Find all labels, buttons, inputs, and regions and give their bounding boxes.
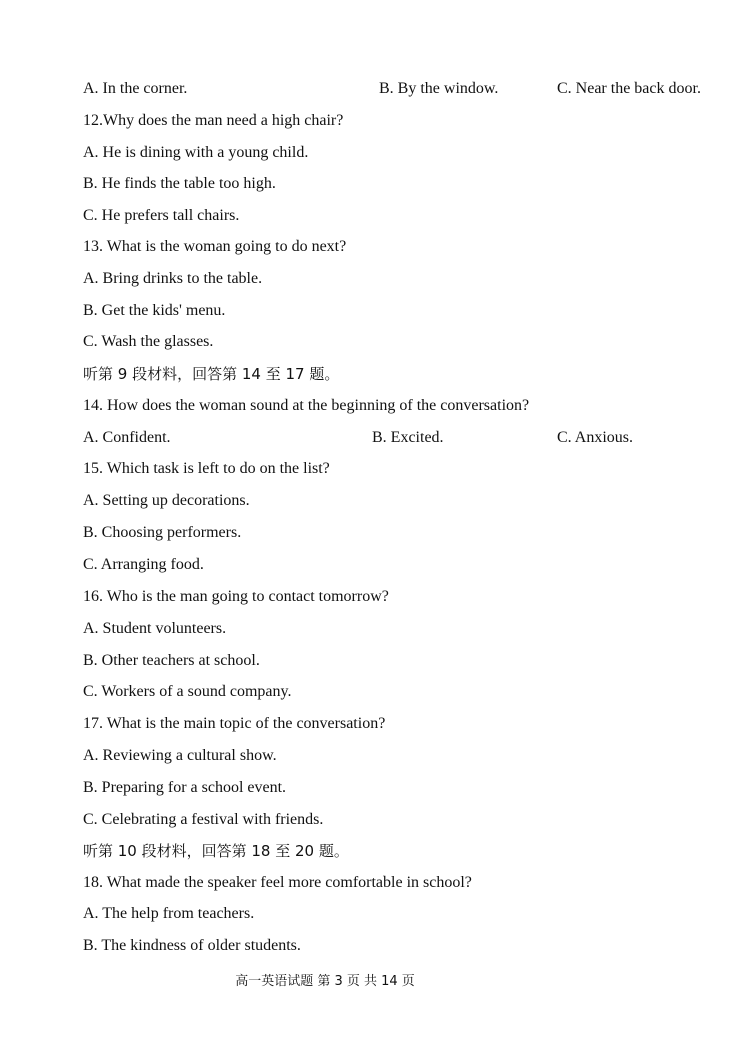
- q18-option-b: B. The kindness of older students.: [83, 937, 301, 954]
- q16-question: 16. Who is the man going to contact tomorrow?: [83, 588, 389, 605]
- q17-question: 17. What is the main topic of the conversation?: [83, 715, 386, 732]
- q16-option-c: C. Workers of a sound company.: [83, 683, 292, 700]
- q17-option-c: C. Celebrating a festival with friends.: [83, 811, 324, 828]
- q12-option-b: B. He finds the table too high.: [83, 175, 276, 192]
- q14-option-a: A. Confident.: [83, 429, 171, 446]
- section-10-instruction: 听第 10 段材料，回答第 18 至 20 题。: [83, 842, 349, 860]
- page-footer: 高一英语试题 第 3 页 共 14 页: [235, 974, 415, 989]
- q14-option-c: C. Anxious.: [557, 429, 634, 446]
- q12-question: 12.Why does the man need a high chair?: [83, 112, 344, 129]
- q13-question: 13. What is the woman going to do next?: [83, 238, 347, 255]
- section-9-instruction: 听第 9 段材料，回答第 14 至 17 题。: [83, 365, 340, 383]
- q13-option-b: B. Get the kids' menu.: [83, 302, 226, 319]
- q12-option-a: A. He is dining with a young child.: [83, 144, 309, 161]
- q14-option-b: B. Excited.: [372, 429, 444, 446]
- q18-option-a: A. The help from teachers.: [83, 905, 255, 922]
- q17-option-b: B. Preparing for a school event.: [83, 779, 287, 796]
- q18-question: 18. What made the speaker feel more comfortable in school?: [83, 874, 472, 891]
- q14-question: 14. How does the woman sound at the beginning of the conversation?: [83, 397, 530, 414]
- q15-question: 15. Which task is left to do on the list?: [83, 460, 330, 477]
- q14-options: [83, 428, 634, 448]
- q16-option-a: A. Student volunteers.: [83, 620, 227, 637]
- q11-option-b: B. By the window.: [379, 80, 499, 97]
- q11-option-a: A. In the corner.: [83, 80, 188, 97]
- q12-option-c: C. He prefers tall chairs.: [83, 207, 240, 224]
- q11-options: [83, 79, 701, 99]
- q17-option-a: A. Reviewing a cultural show.: [83, 747, 277, 764]
- q16-option-b: B. Other teachers at school.: [83, 652, 260, 669]
- q13-option-c: C. Wash the glasses.: [83, 333, 214, 350]
- q15-option-b: B. Choosing performers.: [83, 524, 242, 541]
- q13-option-a: A. Bring drinks to the table.: [83, 270, 263, 287]
- q11-option-c: C. Near the back door.: [557, 80, 701, 97]
- q15-option-a: A. Setting up decorations.: [83, 492, 250, 509]
- q15-option-c: C. Arranging food.: [83, 556, 204, 573]
